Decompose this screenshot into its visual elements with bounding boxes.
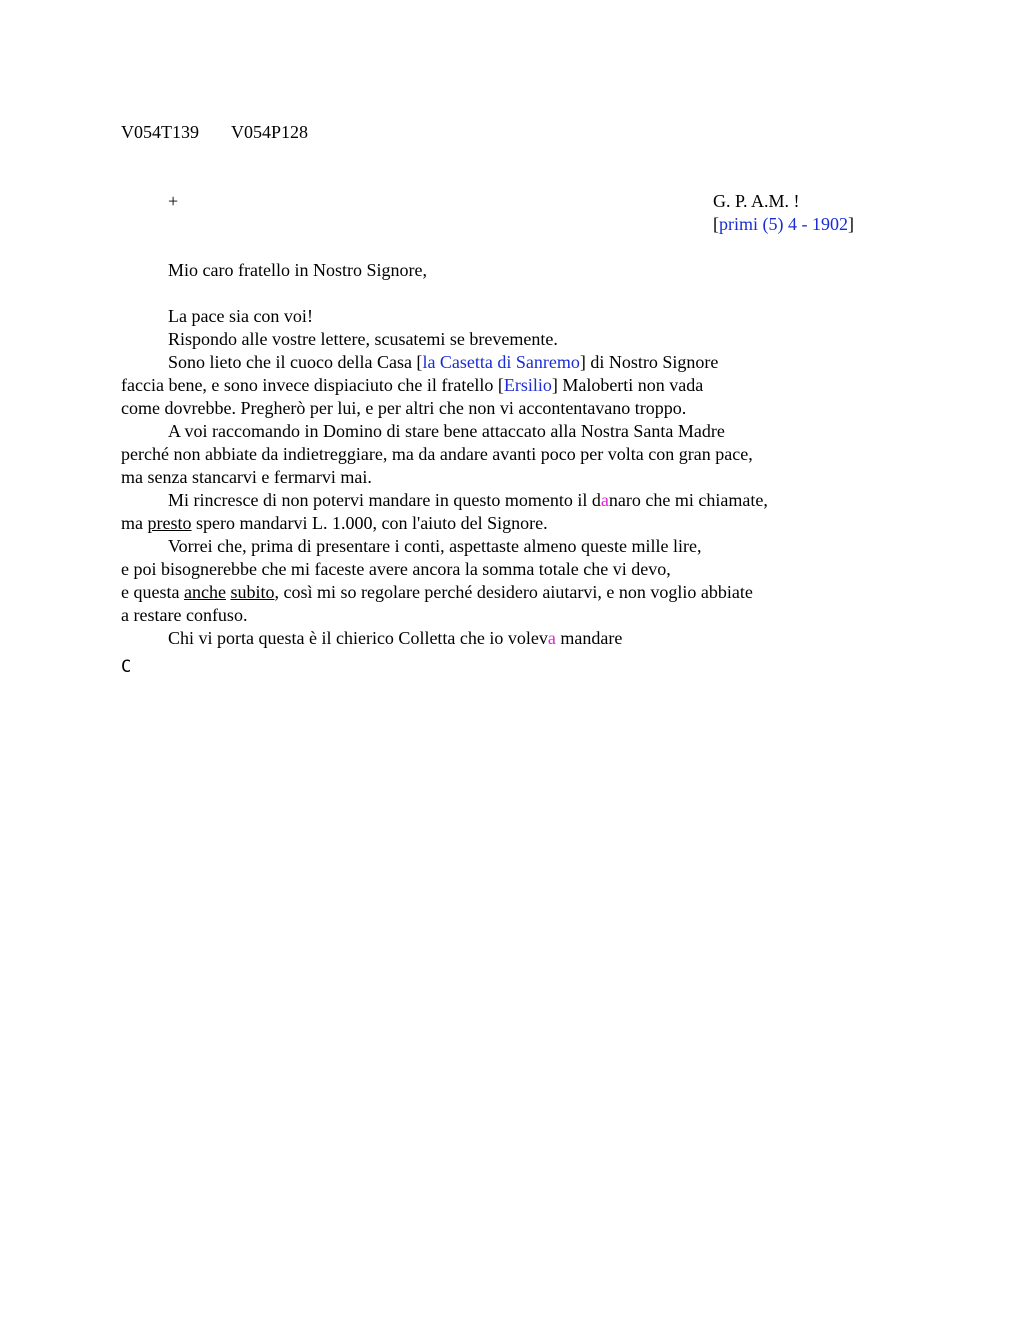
footer-marker: C [121, 657, 132, 677]
salutation: Mio caro fratello in Nostro Signore, [168, 260, 427, 280]
paragraph-line: La pace sia con voi! [168, 306, 313, 326]
underlined-word: presto [147, 513, 192, 533]
paragraph-line: perché non abbiate da indietreggiare, ma da andare avanti poco per volta con gran pace, [121, 444, 753, 464]
editorial-insert: Ersilio [503, 375, 552, 395]
paragraph-line: come dovrebbe. Pregherò per lui, e per altri che non vi accontentavano troppo. [121, 398, 687, 418]
text-id: V054T139 [121, 122, 199, 142]
document-identifiers [121, 121, 308, 144]
letter-date: [primi (5) 4 - 1902] [713, 214, 854, 234]
motto: G. P. A.M. ! [713, 191, 800, 211]
date-editorial: primi (5) 4 - 1902 [719, 214, 848, 234]
underlined-word: subito [230, 582, 275, 602]
underlined-word: anche [183, 582, 226, 602]
letter-body [121, 259, 881, 650]
correction-mark: a [547, 628, 556, 648]
correction-mark: a [600, 490, 609, 510]
paragraph-line: Vorrei che, prima di presentare i conti, aspettaste almeno queste mille lire, [168, 536, 702, 556]
editorial-insert: la Casetta di Sanremo [422, 352, 580, 372]
paragraph-line: Mi rincresce di non potervi mandare in questo momento il danaro che mi chiamate, [168, 490, 768, 510]
paragraph-line: Sono lieto che il cuoco della Casa [la Casetta di Sanremo] di Nostro Signore [168, 352, 719, 372]
paragraph-line: faccia bene, e sono invece dispiaciuto che il fratello [Ersilio] Maloberti non vada [121, 375, 704, 395]
paragraph-line: ma presto spero mandarvi L. 1.000, con l'aiuto del Signore. [121, 513, 548, 533]
page-id: V054P128 [231, 122, 309, 142]
paragraph-line: A voi raccomando in Domino di stare bene attaccato alla Nostra Santa Madre [168, 421, 725, 441]
paragraph-line: Rispondo alle vostre lettere, scusatemi se brevemente. [168, 329, 558, 349]
paragraph-line: ma senza stancarvi e fermarvi mai. [121, 467, 372, 487]
cross-symbol: + [168, 191, 179, 211]
letter-heading [713, 190, 854, 236]
paragraph-line: Chi vi porta questa è il chierico Colletta che io voleva mandare [168, 628, 623, 648]
paragraph-line: e poi bisognerebbe che mi faceste avere ancora la somma totale che vi devo, [121, 559, 671, 579]
paragraph-line: a restare confuso. [121, 605, 248, 625]
paragraph-line: e questa anche subito, così mi so regolare perché desidero aiutarvi, e non voglio abbiate [121, 582, 753, 602]
